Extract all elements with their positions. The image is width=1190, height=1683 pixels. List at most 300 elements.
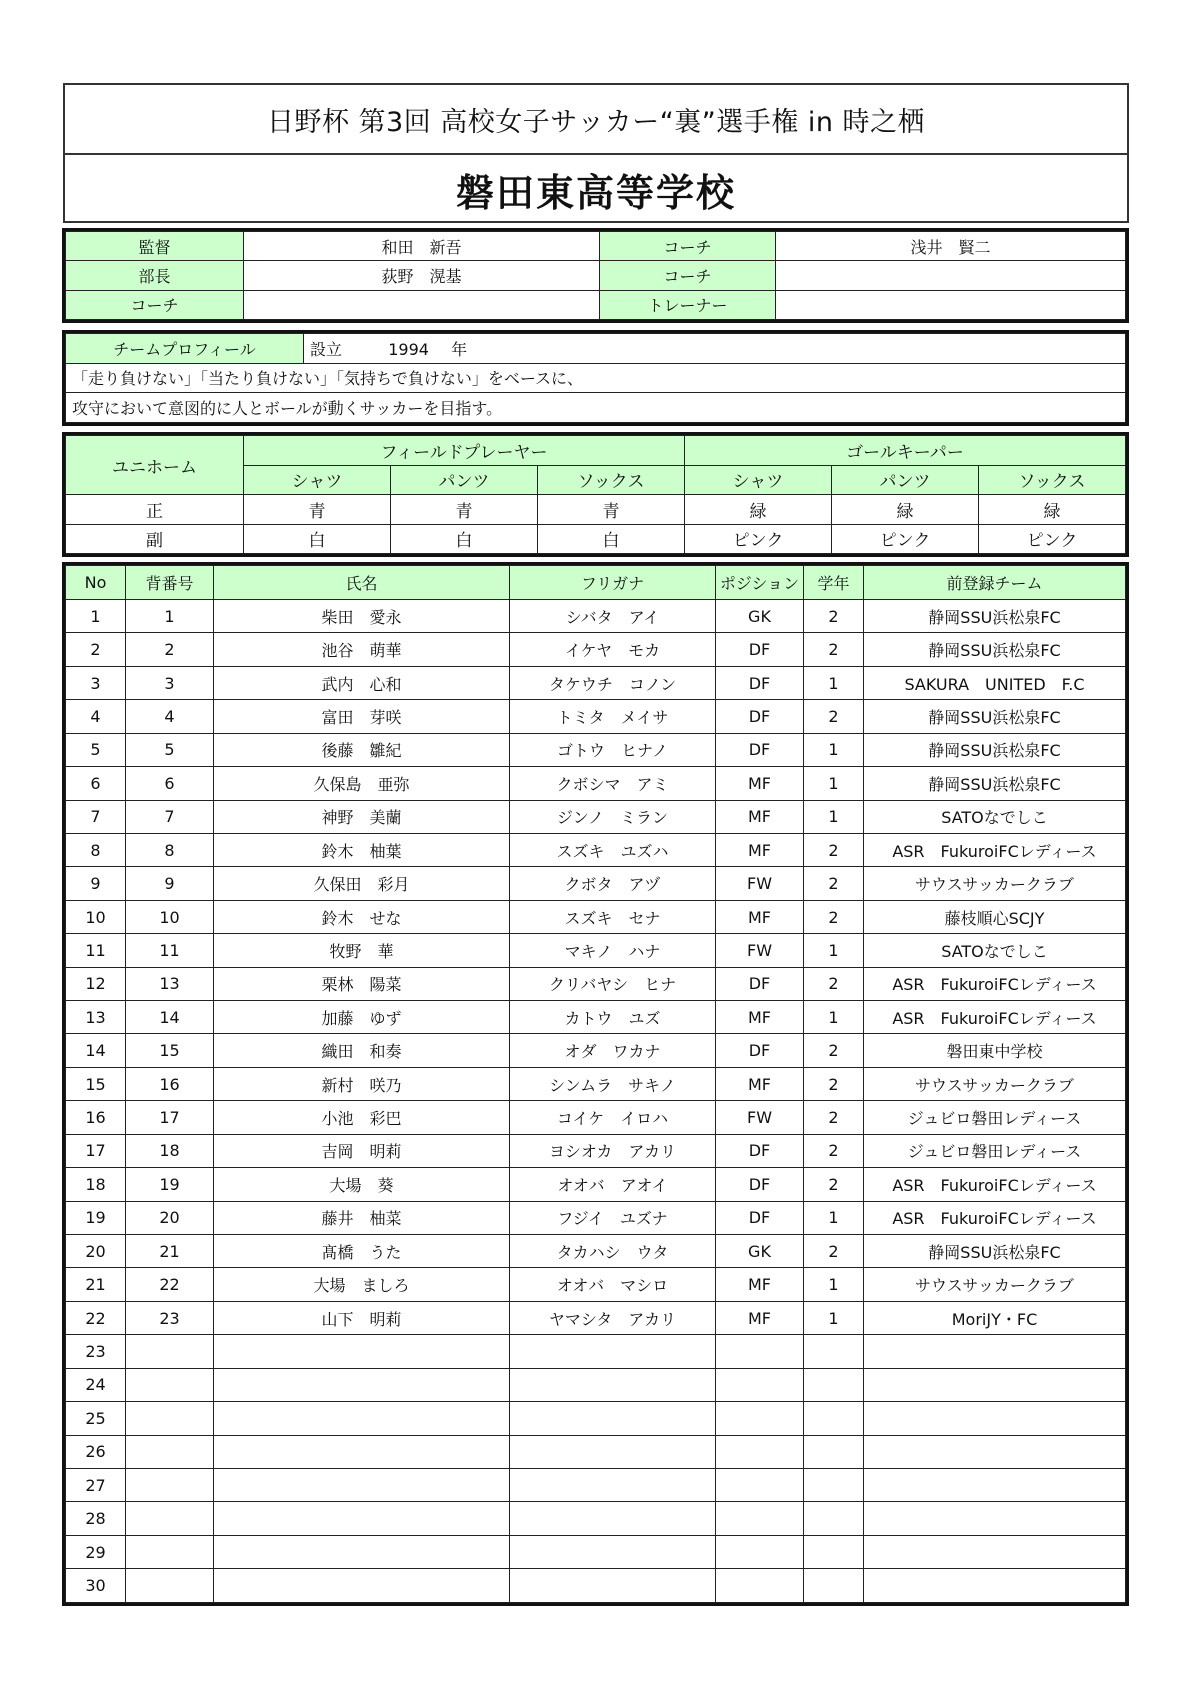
player-grade: 2 [804,1168,864,1201]
player-kana: スズキ セナ [510,900,716,933]
player-grade: 1 [804,733,864,766]
player-name: 柴田 愛永 [214,600,510,633]
table-row [66,1134,1126,1167]
previous-team: ジュビロ磐田レディース [864,1101,1126,1134]
row-no: 20 [66,1235,126,1268]
player-position [716,1435,804,1468]
player-grade: 1 [804,800,864,833]
player-kana: シンムラ サキノ [510,1067,716,1100]
player-name: 小池 彩巴 [214,1101,510,1134]
roster-column-header: フリガナ [510,566,716,600]
table-row [66,1001,1126,1034]
player-kana: クボタ アヅ [510,867,716,900]
player-position: DF [716,1168,804,1201]
staff-role-left: 部長 [66,261,244,290]
jersey-number: 10 [126,900,214,933]
uniform-item-header: パンツ [832,465,979,495]
table-row [66,1201,1126,1234]
founded-label: 設立 [310,339,343,359]
player-kana [510,1502,716,1535]
table-row [66,1301,1126,1334]
player-position: MF [716,800,804,833]
player-position: DF [716,967,804,1000]
player-grade [804,1535,864,1568]
previous-team: サウスサッカークラブ [864,1268,1126,1301]
player-name: 栗林 陽菜 [214,967,510,1000]
player-name: 池谷 萌華 [214,633,510,666]
staff-name-right [776,261,1126,290]
row-no: 21 [66,1268,126,1301]
previous-team: ASR FukuroiFCレディース [864,1001,1126,1034]
table-row [66,666,1126,699]
uniform-item-header: ソックス [979,465,1126,495]
player-kana: マキノ ハナ [510,934,716,967]
player-position: DF [716,666,804,699]
previous-team: ASR FukuroiFCレディース [864,1201,1126,1234]
player-name [214,1502,510,1535]
player-position: DF [716,1034,804,1067]
school-name: 磐田東高等学校 [455,170,736,215]
uniform-color: ピンク [979,524,1126,554]
previous-team: ジュビロ磐田レディース [864,1134,1126,1167]
table-row [66,800,1126,833]
player-name: 鈴木 せな [214,900,510,933]
player-position: FW [716,934,804,967]
player-kana: ヤマシタ アカリ [510,1301,716,1334]
row-no: 15 [66,1067,126,1100]
previous-team: SATOなでしこ [864,934,1126,967]
row-no: 6 [66,767,126,800]
row-no: 19 [66,1201,126,1234]
player-name: 後藤 雛紀 [214,733,510,766]
jersey-number: 19 [126,1168,214,1201]
player-kana [510,1402,716,1435]
jersey-number [126,1368,214,1401]
player-position: MF [716,1268,804,1301]
jersey-number: 15 [126,1034,214,1067]
table-row [66,1402,1126,1435]
player-grade: 2 [804,833,864,866]
roster-column-header: 学年 [804,566,864,600]
uniform-row [66,495,1126,525]
staff-name-right: 浅井 賢二 [776,232,1126,261]
jersey-number [126,1535,214,1568]
player-position: MF [716,767,804,800]
player-grade [804,1402,864,1435]
row-no: 17 [66,1134,126,1167]
table-row [66,733,1126,766]
player-position [716,1335,804,1368]
jersey-number: 2 [126,633,214,666]
previous-team [864,1569,1126,1603]
staff-name-left: 荻野 滉基 [244,261,600,290]
previous-team: サウスサッカークラブ [864,1067,1126,1100]
profile-line-2: 攻守において意図的に人とボールが動くサッカーを目指す。 [66,393,1126,423]
jersey-number: 14 [126,1001,214,1034]
row-no: 7 [66,800,126,833]
previous-team: 静岡SSU浜松泉FC [864,700,1126,733]
previous-team: 静岡SSU浜松泉FC [864,633,1126,666]
row-no: 25 [66,1402,126,1435]
row-no: 26 [66,1435,126,1468]
player-position: MF [716,1301,804,1334]
row-no: 27 [66,1468,126,1501]
previous-team [864,1535,1126,1568]
player-position: DF [716,633,804,666]
previous-team: 静岡SSU浜松泉FC [864,767,1126,800]
player-kana [510,1335,716,1368]
jersey-number: 11 [126,934,214,967]
player-grade: 1 [804,666,864,699]
uniform-color: 青 [538,495,685,525]
row-no: 18 [66,1168,126,1201]
player-position: DF [716,733,804,766]
player-grade: 1 [804,1001,864,1034]
uniform-table [62,432,1129,557]
previous-team: 磐田東中学校 [864,1034,1126,1067]
player-name: 藤井 柚菜 [214,1201,510,1234]
player-kana: シバタ アイ [510,600,716,633]
jersey-number [126,1402,214,1435]
player-position: MF [716,1001,804,1034]
table-row [66,1535,1126,1568]
player-position [716,1468,804,1501]
row-no: 24 [66,1368,126,1401]
player-position: GK [716,1235,804,1268]
table-row [66,1468,1126,1501]
table-row [66,1569,1126,1603]
player-kana: ヨシオカ アカリ [510,1134,716,1167]
jersey-number: 13 [126,967,214,1000]
table-row [66,1268,1126,1301]
previous-team: 静岡SSU浜松泉FC [864,600,1126,633]
row-no: 13 [66,1001,126,1034]
uniform-label: ユニホーム [66,436,244,495]
jersey-number [126,1335,214,1368]
jersey-number [126,1502,214,1535]
table-row [66,1168,1126,1201]
player-kana: クリバヤシ ヒナ [510,967,716,1000]
player-name: 大場 葵 [214,1168,510,1201]
player-position: DF [716,1201,804,1234]
uniform-color: ピンク [685,524,832,554]
field-players-header: フィールドプレーヤー [244,436,685,466]
previous-team: 静岡SSU浜松泉FC [864,733,1126,766]
row-no: 14 [66,1034,126,1067]
player-grade: 2 [804,1235,864,1268]
uniform-row [66,524,1126,554]
previous-team: ASR FukuroiFCレディース [864,1168,1126,1201]
jersey-number: 1 [126,600,214,633]
player-name: 山下 明莉 [214,1301,510,1334]
table-row [66,1235,1126,1268]
row-no: 1 [66,600,126,633]
player-position: DF [716,700,804,733]
player-grade: 2 [804,867,864,900]
player-position: DF [716,1134,804,1167]
staff-table [62,228,1129,323]
uniform-color: 緑 [685,495,832,525]
player-kana: オオバ アオイ [510,1168,716,1201]
jersey-number: 9 [126,867,214,900]
player-position [716,1569,804,1603]
staff-role-left: 監督 [66,232,244,261]
player-name [214,1335,510,1368]
roster-table [62,562,1129,1606]
uniform-color: 白 [391,524,538,554]
player-grade: 2 [804,1101,864,1134]
jersey-number: 8 [126,833,214,866]
row-no: 11 [66,934,126,967]
table-row [66,633,1126,666]
player-kana: ジンノ ミラン [510,800,716,833]
profile-line-1: 「走り負けない」「当たり負けない」「気持ちで負けない」をベースに、 [66,363,1126,393]
player-kana [510,1535,716,1568]
player-name: 髙橋 うた [214,1235,510,1268]
player-grade: 2 [804,600,864,633]
jersey-number: 7 [126,800,214,833]
player-position [716,1402,804,1435]
jersey-number: 17 [126,1101,214,1134]
player-grade: 1 [804,934,864,967]
roster-column-header: 前登録チーム [864,566,1126,600]
table-row [66,1435,1126,1468]
staff-role-left: コーチ [66,290,244,319]
row-no: 22 [66,1301,126,1334]
uniform-item-header: パンツ [391,465,538,495]
table-row [66,700,1126,733]
uniform-color: ピンク [832,524,979,554]
player-name: 織田 和奏 [214,1034,510,1067]
player-name [214,1535,510,1568]
player-kana: コイケ イロハ [510,1101,716,1134]
uniform-color: 白 [538,524,685,554]
row-no: 10 [66,900,126,933]
jersey-number: 18 [126,1134,214,1167]
jersey-number: 4 [126,700,214,733]
player-grade [804,1569,864,1603]
player-name: 神野 美蘭 [214,800,510,833]
staff-role-right: コーチ [600,261,776,290]
table-row [66,967,1126,1000]
player-kana [510,1468,716,1501]
player-grade: 2 [804,1034,864,1067]
player-name: 富田 芽咲 [214,700,510,733]
title-box [63,83,1129,223]
uniform-color: 緑 [979,495,1126,525]
player-grade: 1 [804,1201,864,1234]
founded-unit: 年 [451,339,468,359]
jersey-number: 16 [126,1067,214,1100]
table-row [66,833,1126,866]
staff-name-right [776,290,1126,319]
staff-name-left [244,290,600,319]
player-grade: 2 [804,1067,864,1100]
staff-role-right: トレーナー [600,290,776,319]
uniform-item-header: ソックス [538,465,685,495]
table-row [66,867,1126,900]
player-grade [804,1435,864,1468]
row-no: 23 [66,1335,126,1368]
player-name [214,1402,510,1435]
goalkeeper-header: ゴールキーパー [685,436,1126,466]
jersey-number: 23 [126,1301,214,1334]
row-no: 5 [66,733,126,766]
player-grade: 1 [804,1301,864,1334]
player-position: MF [716,1067,804,1100]
player-grade [804,1502,864,1535]
player-name: 大場 ましろ [214,1268,510,1301]
tournament-title: 日野杯 第3回 高校女子サッカー“裏”選手権 in 時之栖 [65,85,1127,155]
row-no: 9 [66,867,126,900]
previous-team: サウスサッカークラブ [864,867,1126,900]
table-row [66,1368,1126,1401]
uniform-item-header: シャツ [685,465,832,495]
table-row [66,767,1126,800]
table-row [66,1502,1126,1535]
jersey-number: 21 [126,1235,214,1268]
table-row [66,1335,1126,1368]
staff-role-right: コーチ [600,232,776,261]
previous-team [864,1435,1126,1468]
player-position [716,1502,804,1535]
player-grade: 2 [804,967,864,1000]
previous-team: 静岡SSU浜松泉FC [864,1235,1126,1268]
previous-team: ASR FukuroiFCレディース [864,833,1126,866]
row-no: 30 [66,1569,126,1603]
player-kana [510,1435,716,1468]
row-no: 16 [66,1101,126,1134]
roster-column-header: No [66,566,126,600]
player-position: GK [716,600,804,633]
row-no: 3 [66,666,126,699]
uniform-item-header: シャツ [244,465,391,495]
player-kana: タカハシ ウタ [510,1235,716,1268]
player-kana: オダ ワカナ [510,1034,716,1067]
previous-team [864,1402,1126,1435]
previous-team [864,1335,1126,1368]
jersey-number: 5 [126,733,214,766]
staff-name-left: 和田 新吾 [244,232,600,261]
player-grade [804,1468,864,1501]
player-name: 久保島 亜弥 [214,767,510,800]
previous-team [864,1368,1126,1401]
jersey-number: 20 [126,1201,214,1234]
roster-column-header: 背番号 [126,566,214,600]
player-position [716,1368,804,1401]
player-grade: 2 [804,900,864,933]
player-name [214,1435,510,1468]
player-grade: 2 [804,700,864,733]
player-position: MF [716,900,804,933]
player-kana [510,1368,716,1401]
player-grade [804,1368,864,1401]
player-kana: イケヤ モカ [510,633,716,666]
row-no: 12 [66,967,126,1000]
player-position: MF [716,833,804,866]
table-row [66,1101,1126,1134]
uniform-row-label: 正 [66,495,244,525]
previous-team: SAKURA UNITED F.C [864,666,1126,699]
player-grade: 2 [804,1134,864,1167]
player-name: 牧野 華 [214,934,510,967]
table-row [66,600,1126,633]
table-row [66,1034,1126,1067]
profile-label: チームプロフィール [66,334,304,364]
player-position: FW [716,1101,804,1134]
table-row [66,934,1126,967]
uniform-color: 青 [391,495,538,525]
player-name [214,1468,510,1501]
founded-year: 1994 [388,339,429,359]
player-name [214,1569,510,1603]
player-kana: ゴトウ ヒナノ [510,733,716,766]
previous-team [864,1468,1126,1501]
uniform-color: 白 [244,524,391,554]
staff-row [66,290,1126,319]
player-grade [804,1335,864,1368]
previous-team: 藤枝順心SCJY [864,900,1126,933]
player-kana: クボシマ アミ [510,767,716,800]
player-name: 加藤 ゆず [214,1001,510,1034]
previous-team: SATOなでしこ [864,800,1126,833]
table-row [66,900,1126,933]
row-no: 4 [66,700,126,733]
table-row [66,1067,1126,1100]
player-name: 吉岡 明莉 [214,1134,510,1167]
founded-cell [304,334,1126,364]
player-kana: トミタ メイサ [510,700,716,733]
player-kana: スズキ ユズハ [510,833,716,866]
player-name: 鈴木 柚葉 [214,833,510,866]
roster-column-header: ポジション [716,566,804,600]
row-no: 29 [66,1535,126,1568]
player-grade: 2 [804,633,864,666]
jersey-number: 22 [126,1268,214,1301]
jersey-number [126,1468,214,1501]
previous-team [864,1502,1126,1535]
uniform-color: 緑 [832,495,979,525]
staff-row [66,261,1126,290]
row-no: 2 [66,633,126,666]
player-kana: タケウチ コノン [510,666,716,699]
player-grade: 1 [804,767,864,800]
previous-team: ASR FukuroiFCレディース [864,967,1126,1000]
row-no: 8 [66,833,126,866]
team-profile [62,330,1129,426]
player-kana: フジイ ユズナ [510,1201,716,1234]
player-grade: 1 [804,1268,864,1301]
player-name: 久保田 彩月 [214,867,510,900]
player-name: 新村 咲乃 [214,1067,510,1100]
previous-team: MoriJY・FC [864,1301,1126,1334]
jersey-number [126,1569,214,1603]
player-position: FW [716,867,804,900]
row-no: 28 [66,1502,126,1535]
uniform-color: 青 [244,495,391,525]
jersey-number: 3 [126,666,214,699]
player-name: 武内 心和 [214,666,510,699]
uniform-row-label: 副 [66,524,244,554]
jersey-number [126,1435,214,1468]
player-name [214,1368,510,1401]
player-kana: カトウ ユズ [510,1001,716,1034]
jersey-number: 6 [126,767,214,800]
player-kana [510,1569,716,1603]
player-kana: オオバ マシロ [510,1268,716,1301]
player-position [716,1535,804,1568]
roster-column-header: 氏名 [214,566,510,600]
